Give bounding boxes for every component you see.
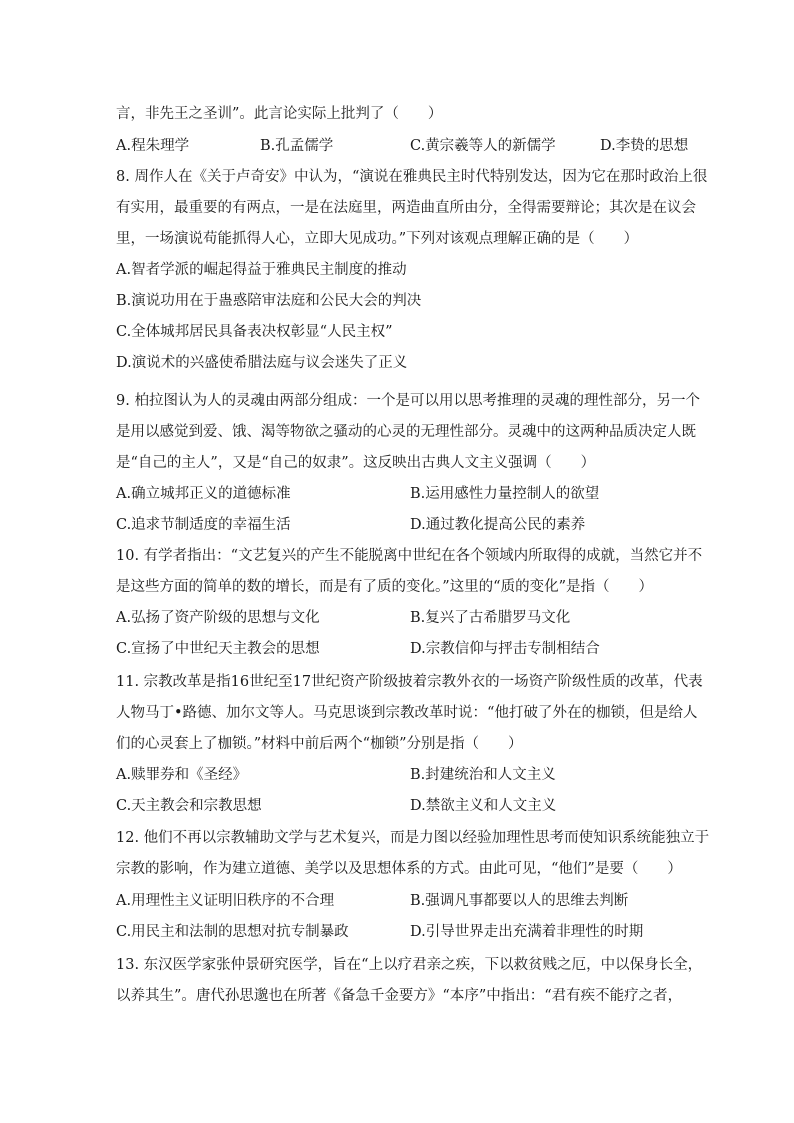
q8-option-a[interactable]: A.智者学派的崛起得益于雅典民主制度的推动 bbox=[116, 262, 407, 278]
q9-option-d[interactable]: D.通过教化提高公民的素养 bbox=[410, 517, 586, 533]
q11-option-b[interactable]: B.封建统治和人文主义 bbox=[410, 767, 556, 783]
q7-option-a[interactable]: A.程朱理学 bbox=[116, 138, 190, 154]
q11-option-c[interactable]: C.天主教会和宗教思想 bbox=[116, 798, 262, 814]
q12-options-row-2 bbox=[116, 922, 686, 942]
q11-option-a[interactable]: A.赎罪券和《圣经》 bbox=[116, 767, 248, 783]
q8-stem-line-2: 有实用，最重要的有两点，一是在法庭里，两造曲直所由分，全得需要辩论；其次是在议会 bbox=[116, 200, 696, 216]
q9-option-b[interactable]: B.运用感性力量控制人的欲望 bbox=[410, 486, 600, 502]
q13-stem-line-1: 13. 东汉医学家张仲景研究医学，旨在“上以疗君亲之疾，下以救贫贱之厄，中以保身长全， bbox=[116, 957, 703, 973]
q8-option-d[interactable]: D.演说术的兴盛使希腊法庭与议会迷失了正义 bbox=[116, 355, 408, 371]
q8-option-c[interactable]: C.全体城邦居民具备表决权彰显“人民主权” bbox=[116, 324, 393, 340]
q9-stem-line-2: 是用以感觉到爱、饿、渴等物欲之骚动的心灵的无理性部分。灵魂中的这两种品质决定人既 bbox=[116, 424, 696, 440]
q12-option-c[interactable]: C.用民主和法制的思想对抗专制暴政 bbox=[116, 924, 349, 940]
q8-stem-line-3: 里，一场演说苟能抓得人心，立即大见成功。”下列对该观点理解正确的是（ ） bbox=[116, 231, 639, 247]
q12-option-a[interactable]: A.用理性主义证明旧秩序的不合理 bbox=[116, 893, 335, 909]
q7-stem-continuation: 言，非先王之圣训”。此言论实际上批判了（ ） bbox=[116, 106, 443, 122]
q8-option-b[interactable]: B.演说功用在于蛊惑陪审法庭和公民大会的判决 bbox=[116, 293, 422, 309]
q9-stem-line-1: 9. 柏拉图认为人的灵魂由两部分组成：一个是可以用以思考推理的灵魂的理性部分，另一个 bbox=[116, 393, 700, 409]
q7-options bbox=[116, 136, 689, 156]
q10-stem-line-2: 是这些方面的简单的数的增长，而是有了质的变化。”这里的“质的变化”是指（ ） bbox=[116, 579, 653, 595]
q10-option-b[interactable]: B.复兴了古希腊罗马文化 bbox=[410, 610, 571, 626]
q9-options-row-2 bbox=[116, 515, 686, 535]
q9-stem-line-3: 是“自己的主人”，又是“自己的奴隶”。这反映出古典人文主义强调（ ） bbox=[116, 455, 596, 471]
q12-option-b[interactable]: B.强调凡事都要以人的思维去判断 bbox=[410, 893, 629, 909]
q9-options-row-1 bbox=[116, 484, 686, 504]
q10-option-c[interactable]: C.宣扬了中世纪天主教会的思想 bbox=[116, 641, 320, 657]
q11-stem-line-1: 11. 宗教改革是指16世纪至17世纪资产阶级披着宗教外衣的一场资产阶级性质的改革，代表 bbox=[116, 674, 703, 690]
q13-stem-line-2: 以养其生”。唐代孙思邈也在所著《备急千金要方》“本序”中指出：“君有疾不能疗之者， bbox=[116, 988, 683, 1004]
q7-option-c[interactable]: C.黄宗羲等人的新儒学 bbox=[410, 138, 556, 154]
q12-options-row-1 bbox=[116, 891, 686, 911]
q11-options-row-2 bbox=[116, 796, 686, 816]
q10-option-a[interactable]: A.弘扬了资产阶级的思想与文化 bbox=[116, 610, 320, 626]
q11-stem-line-3: 们的心灵套上了枷锁。”材料中前后两个“枷锁”分别是指（ ） bbox=[116, 736, 523, 752]
q8-stem-line-1: 8. 周作人在《关于卢奇安》中认为，“演说在雅典民主时代特别发达，因为它在那时政治上很 bbox=[116, 169, 708, 185]
q11-option-d[interactable]: D.禁欲主义和人文主义 bbox=[410, 798, 557, 814]
q11-stem-line-2: 人物马丁•路德、加尔文等人。马克思谈到宗教改革时说：“他打破了外在的枷锁，但是给人 bbox=[116, 705, 698, 721]
q12-stem-line-2: 宗教的影响，作为建立道德、美学以及思想体系的方式。由此可见，“他们”是要（ ） bbox=[116, 861, 682, 877]
q7-option-d[interactable]: D.李贽的思想 bbox=[600, 138, 689, 154]
q7-option-b[interactable]: B.孔孟儒学 bbox=[260, 138, 334, 154]
q10-options-row-2 bbox=[116, 639, 686, 659]
q12-option-d[interactable]: D.引导世界走出充满着非理性的时期 bbox=[410, 924, 644, 940]
q10-option-d[interactable]: D.宗教信仰与抨击专制相结合 bbox=[410, 641, 600, 657]
q10-stem-line-1: 10. 有学者指出：“文艺复兴的产生不能脱离中世纪在各个领域内所取得的成就，当然它并不 bbox=[116, 548, 703, 564]
q11-options-row-1 bbox=[116, 765, 686, 785]
q12-stem-line-1: 12. 他们不再以宗教辅助文学与艺术复兴，而是力图以经验加理性思考而使知识系统能独立于 bbox=[116, 830, 710, 846]
q9-option-c[interactable]: C.追求节制适度的幸福生活 bbox=[116, 517, 291, 533]
q9-option-a[interactable]: A.确立城邦正义的道德标准 bbox=[116, 486, 291, 502]
q10-options-row-1 bbox=[116, 608, 686, 628]
